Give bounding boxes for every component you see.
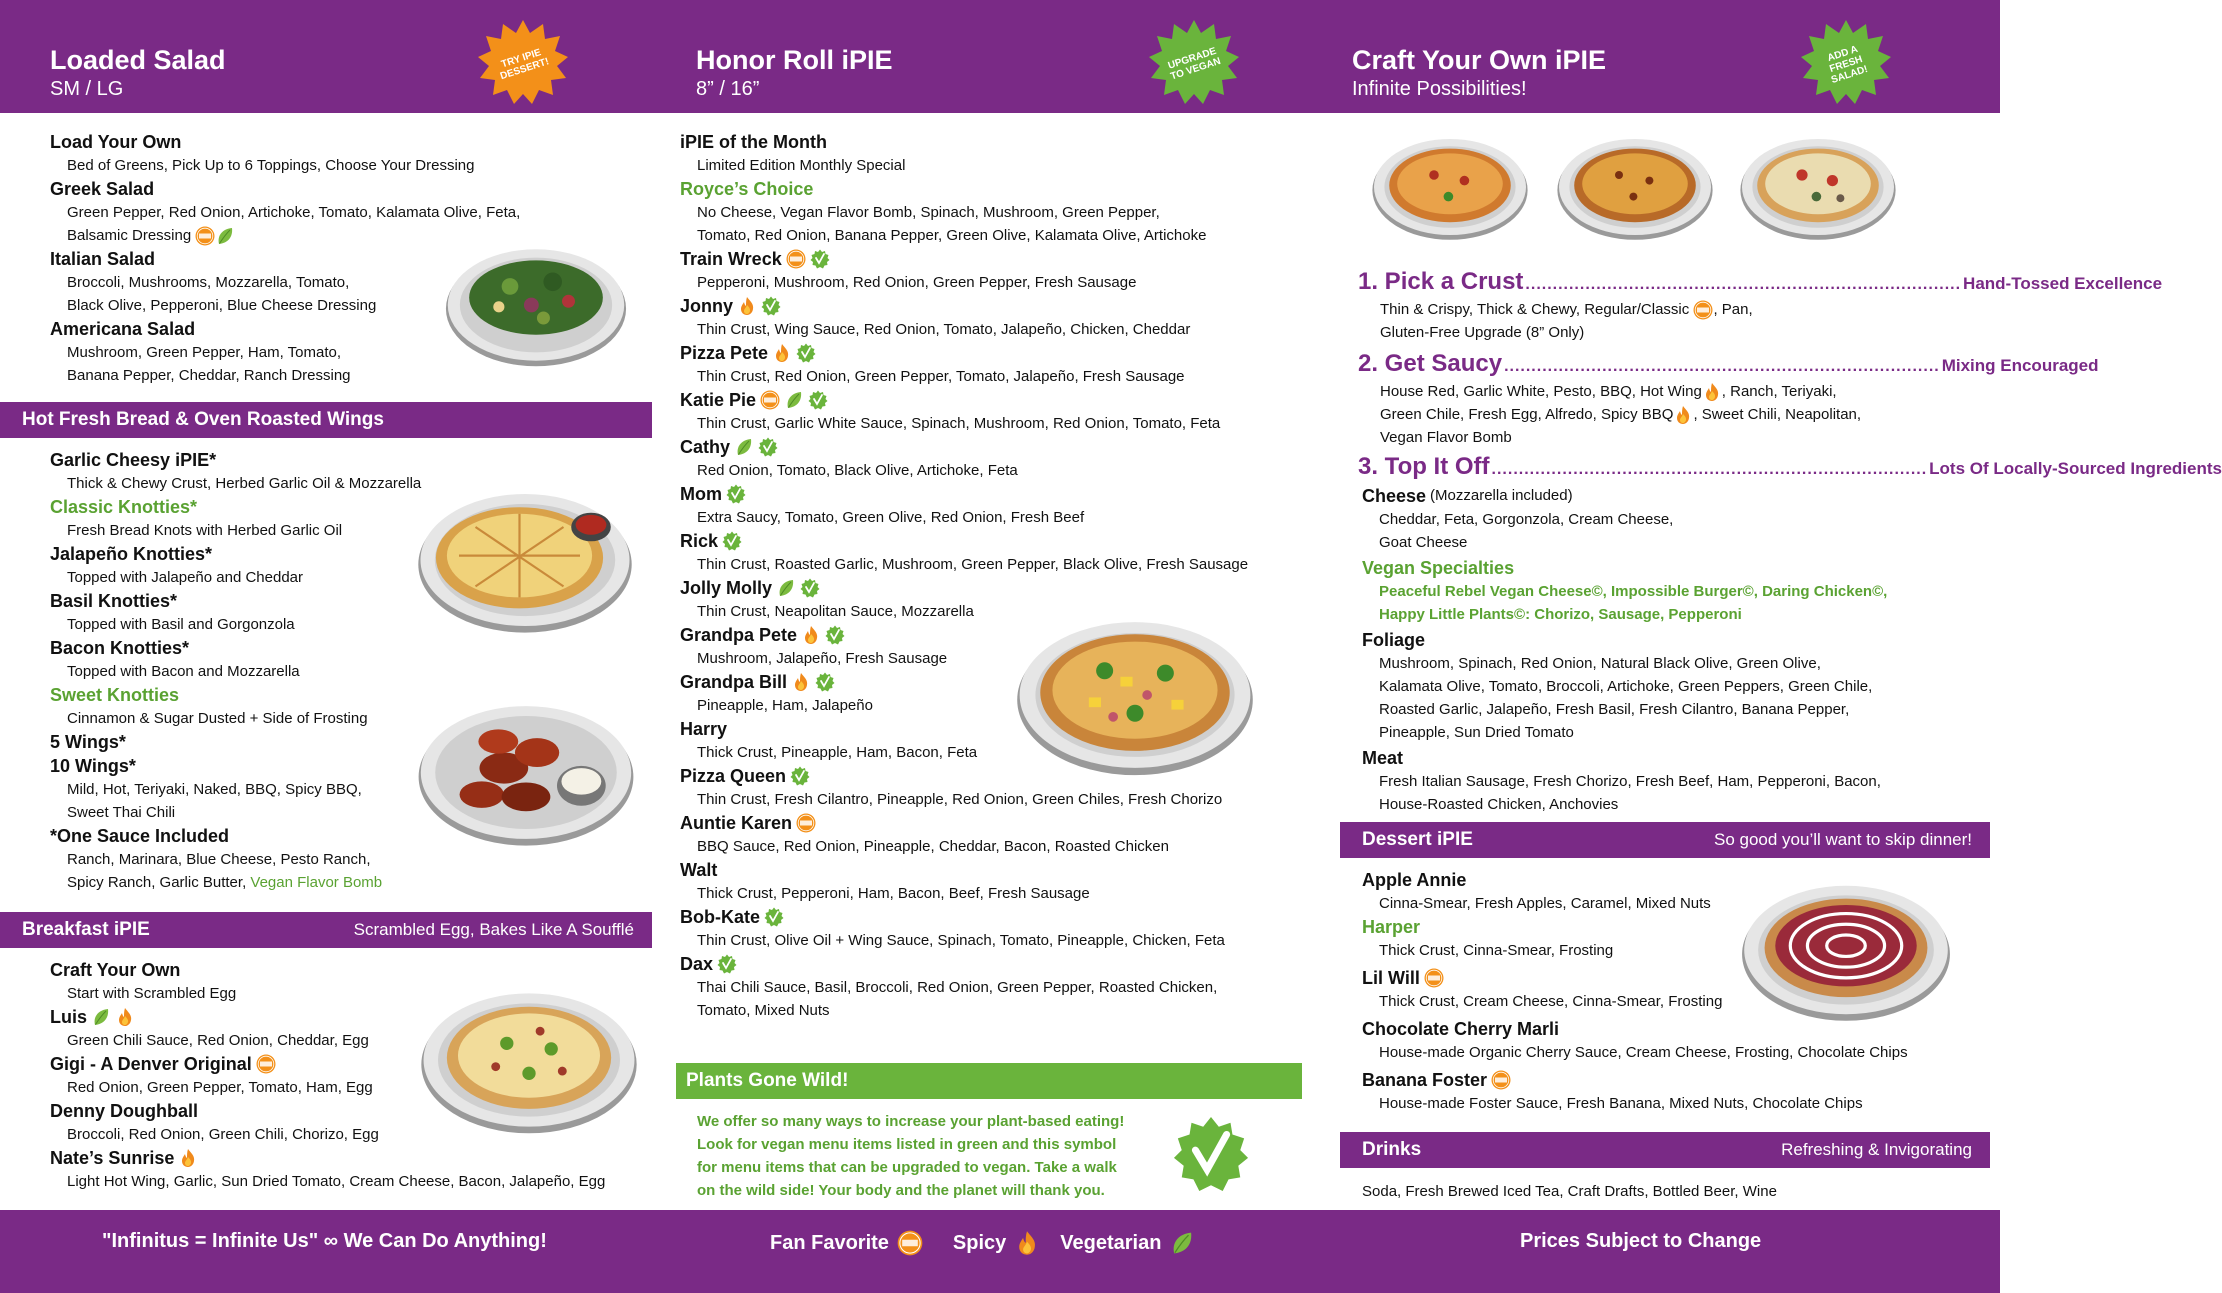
honor-roll-list [680,130,1320,1022]
list-item: Train Wreck Pepperoni, Mushroom, Red Onion, Green Pepper, Fresh Sausage [680,249,1137,291]
fan-fave-badge-icon [897,1230,923,1256]
fan-fave-badge-icon [195,226,215,246]
list-item: Jonny Thin Crust, Wing Sauce, Red Onion, Tomato, Jalapeño, Chicken, Cheddar [680,296,1191,338]
list-item: Lil Will Thick Crust, Cream Cheese, Cinna-Smear, Frosting [1362,968,1723,1010]
try-dessert-burst: TRY IPIE DESSERT! [477,18,569,110]
sauce-options: House Red, Garlic White, Pesto, BBQ, Hot Wing , Ranch, Teriyaki, Green Chile, Fresh Egg, Alfredo, Spicy BBQ , Sweet Chili, Neapolitan, Vegan Flavor Bomb [1380,383,1862,446]
breakfast-section-bar: Breakfast iPIE Scrambled Egg, Bakes Like A Soufflé [0,912,652,948]
list-item: Americana Salad Mushroom, Green Pepper, Ham, Tomato, Banana Pepper, Cheddar, Ranch Dressing [50,319,351,384]
section-title: Loaded Salad [50,45,226,75]
dessert-pizza-photo [1735,875,1957,1025]
list-item: Katie Pie Thin Crust, Garlic White Sauce, Spinach, Mushroom, Red Onion, Tomato, Feta [680,390,1221,432]
list-item: iPIE of the Month Limited Edition Monthly Special [680,132,906,174]
list-item: Sweet Knotties Cinnamon & Sugar Dusted + Side of Frosting [50,685,368,727]
vegan-check-badge-icon [764,907,784,927]
list-item: Pizza Pete Thin Crust, Red Onion, Green Pepper, Tomato, Jalapeño, Fresh Sausage [680,343,1185,385]
bread-wings-section-bar: Hot Fresh Bread & Oven Roasted Wings [0,402,652,438]
drinks-list: Soda, Fresh Brewed Iced Tea, Craft Drafts, Bottled Beer, Wine [1362,1183,1777,1200]
crust-options: Thin & Crispy, Thick & Chewy, Regular/Classic , Pan, Gluten-Free Upgrade (8” Only) [1380,301,1753,341]
list-item: Mom Extra Saucy, Tomato, Green Olive, Red Onion, Fresh Beef [680,484,1085,526]
top-banner [0,0,2000,113]
wings-photo [415,695,637,850]
list-item: Denny Doughball Broccoli, Red Onion, Green Chili, Chorizo, Egg [50,1101,379,1143]
drinks-section-bar: Drinks Refreshing & Invigorating [1340,1132,1990,1168]
add-a-fresh-salad-burst: ADD A FRESH SALAD! [1800,18,1892,110]
leaf-icon [734,437,754,457]
list-item: Bacon Knotties* Topped with Bacon and Mozzarella [50,638,300,680]
plants-gone-wild-text: We offer so many ways to increase your plant-based eating! Look for vegan menu items listed in green and this symbol for menu items that can be upgraded to vegan. Take a walk on the wild side! Your body and the planet will thank you. [697,1113,1125,1199]
plants-gone-wild-bar: Plants Gone Wild! [676,1063,1302,1099]
footer-slogan: "Infinitus = Infinite Us" ∞ We Can Do Anything! [102,1230,547,1252]
fan-fave-badge-icon [760,390,780,410]
fan-fave-badge-icon [1491,1070,1511,1090]
flame-icon [178,1148,198,1168]
list-item: Gigi - A Denver Original Red Onion, Green Pepper, Tomato, Ham, Egg [50,1054,373,1096]
flame-icon [791,672,811,692]
flame-icon [772,343,792,363]
vegan-check-badge-icon [796,343,816,363]
list-item: Jalapeño Knotties* Topped with Jalapeño and Cheddar [50,544,304,586]
list-item: Grandpa Pete Mushroom, Jalapeño, Fresh Sausage [680,625,948,667]
craft-header: Craft Your Own iPIE Infinite Possibilities! [1352,45,1607,100]
list-item: Cathy Red Onion, Tomato, Black Olive, Artichoke, Feta [680,437,1018,479]
list-item: Greek Salad Green Pepper, Red Onion, Artichoke, Tomato, Kalamata Olive, Feta, Balsamic Dressing [50,177,650,247]
salad-photo [438,240,634,370]
fan-fave-badge-icon [1424,968,1444,988]
toppings-list [1362,484,1982,816]
list-item: *One Sauce Included Ranch, Marinara, Blue Cheese, Pesto Ranch, Spicy Ranch, Garlic Butter, Vegan Flavor Bomb [50,826,383,891]
vegan-check-badge-icon [717,954,737,974]
list-item: Classic Knotties* Fresh Bread Knots with Herbed Garlic Oil [50,497,343,539]
list-item: Walt Thick Crust, Pepperoni, Ham, Bacon, Beef, Fresh Sausage [680,860,1090,902]
step-top-it-off: 3. Top It Off ................................................................................ Lots Of Locally-Sourced Ingredients [1358,453,2222,480]
honor-roll-pizza-photo [1010,610,1260,780]
vegan-check-badge-icon [825,625,845,645]
fan-fave-badge-icon [1693,300,1713,320]
leaf-icon [776,578,796,598]
list-item: Chocolate Cherry Marli House-made Organic Cherry Sauce, Cream Cheese, Frosting, Chocolate Chips [1362,1019,1908,1061]
step-pick-crust: 1. Pick a Crust ................................................................................ Hand-Tossed Excellence [1358,268,2163,295]
leaf-icon [215,226,235,246]
list-item: 10 Wings* Mild, Hot, Teriyaki, Naked, BBQ, Spicy BBQ, Sweet Thai Chili [50,756,362,821]
list-item: Luis Green Chili Sauce, Red Onion, Cheddar, Egg [50,1007,369,1049]
pizza-photo [1738,128,1898,246]
vegan-check-badge-icon [808,390,828,410]
fan-fave-badge-icon [796,813,816,833]
list-item: Rick Thin Crust, Roasted Garlic, Mushroom, Green Pepper, Black Olive, Fresh Sausage [680,531,1249,573]
section-subtitle: SM / LG [50,78,124,100]
salad-header [50,44,226,102]
list-item: Italian Salad Broccoli, Mushrooms, Mozzarella, Tomato, Black Olive, Pepperoni, Blue Cheese Dressing [50,249,377,314]
pizza-photo [1370,128,1530,246]
leaf-icon [91,1007,111,1027]
fan-fave-badge-icon [786,249,806,269]
footer-legend: Fan Favorite Spicy Vegetarian [770,1230,1195,1256]
dessert-section-bar: Dessert iPIE So good you’ll want to skip dinner! [1340,822,1990,858]
list-item: Auntie Karen BBQ Sauce, Red Onion, Pineapple, Cheddar, Bacon, Roasted Chicken [680,813,1169,855]
list-item: 5 Wings* [50,732,126,752]
list-item: Royce’s Choice No Cheese, Vegan Flavor Bomb, Spinach, Mushroom, Green Pepper, Tomato, Red Onion, Banana Pepper, Green Olive, Kalamata Olive, Artichoke [680,179,1207,244]
vegan-check-badge-icon [800,578,820,598]
garlic-bread-photo [415,480,635,640]
vegan-check-badge-icon [1172,1115,1250,1193]
list-item: Craft Your Own Start with Scrambled Egg [50,960,237,1002]
list-item: Harper Thick Crust, Cinna-Smear, Frosting [1362,917,1614,959]
vegan-check-badge-icon [815,672,835,692]
list-item: Apple Annie Cinna-Smear, Fresh Apples, Caramel, Mixed Nuts [1362,870,1711,912]
list-item: Harry Thick Crust, Pineapple, Ham, Bacon, Feta [680,719,978,761]
breakfast-pizza-photo [418,980,640,1140]
flame-icon [737,296,757,316]
vegan-check-badge-icon [726,484,746,504]
step-get-saucy: 2. Get Saucy ................................................................................ Mixing Encouraged [1358,350,2099,377]
honor-roll-header: Honor Roll iPIE 8” / 16” [696,45,893,100]
pizza-photo [1555,128,1715,246]
vegan-check-badge-icon [722,531,742,551]
flame-icon [1673,405,1693,425]
flame-icon [1014,1230,1040,1256]
list-item: Jolly Molly Thin Crust, Neapolitan Sauce, Mozzarella [680,578,974,620]
leaf-icon [784,390,804,410]
list-item: Foliage Mushroom, Spinach, Red Onion, Natural Black Olive, Green Olive, Kalamata Olive, Tomato, Broccoli, Artichoke, Green Peppers, Green Chile, Roasted Garlic, Jalapeño, Fresh Basil, Fresh Cilantro, Banana Pepper, Pineapple, Sun Dried Tomato [1362,630,1873,741]
list-item: Dax Thai Chili Sauce, Basil, Broccoli, Red Onion, Green Pepper, Roasted Chicken, Tomato, Mixed Nuts [680,954,1218,1019]
list-item: Nate’s Sunrise Light Hot Wing, Garlic, Sun Dried Tomato, Cream Cheese, Bacon, Jalapeño, Egg [50,1148,606,1190]
vegan-check-badge-icon [810,249,830,269]
list-item: Load Your Own Bed of Greens, Pick Up to 6 Toppings, Choose Your Dressing [50,132,475,174]
leaf-icon [1169,1230,1195,1256]
list-item: Banana Foster House-made Foster Sauce, Fresh Banana, Mixed Nuts, Chocolate Chips [1362,1070,1863,1112]
list-item: Basil Knotties* Topped with Basil and Gorgonzola [50,591,295,633]
fan-fave-badge-icon [256,1054,276,1074]
list-item: Meat Fresh Italian Sausage, Fresh Chorizo, Fresh Beef, Ham, Pepperoni, Bacon, House-Roasted Chicken, Anchovies [1362,748,1881,813]
list-item: Bob-Kate Thin Crust, Olive Oil + Wing Sauce, Spinach, Tomato, Pineapple, Chicken, Feta [680,907,1225,949]
flame-icon [1702,382,1722,402]
list-item: Pizza Queen Thin Crust, Fresh Cilantro, Pineapple, Red Onion, Green Chiles, Fresh Chorizo [680,766,1223,808]
footer-prices-note: Prices Subject to Change [1520,1230,1762,1252]
list-item: Garlic Cheesy iPIE* Thick & Chewy Crust, Herbed Garlic Oil & Mozzarella [50,450,422,492]
list-item: Cheese (Mozzarella included) Cheddar, Feta, Gorgonzola, Cream Cheese, Goat Cheese [1362,486,1674,551]
vegan-check-badge-icon [790,766,810,786]
upgrade-to-vegan-burst: UPGRADE TO VEGAN [1148,18,1240,110]
vegan-check-badge-icon [758,437,778,457]
flame-icon [115,1007,135,1027]
flame-icon [801,625,821,645]
list-item: Grandpa Bill Pineapple, Ham, Jalapeño [680,672,873,714]
vegan-check-badge-icon [761,296,781,316]
list-item: Vegan Specialties Peaceful Rebel Vegan Cheese©, Impossible Burger©, Daring Chicken©, Happy Little Plants©: Chorizo, Sausage, Pepperoni [1362,558,1888,623]
